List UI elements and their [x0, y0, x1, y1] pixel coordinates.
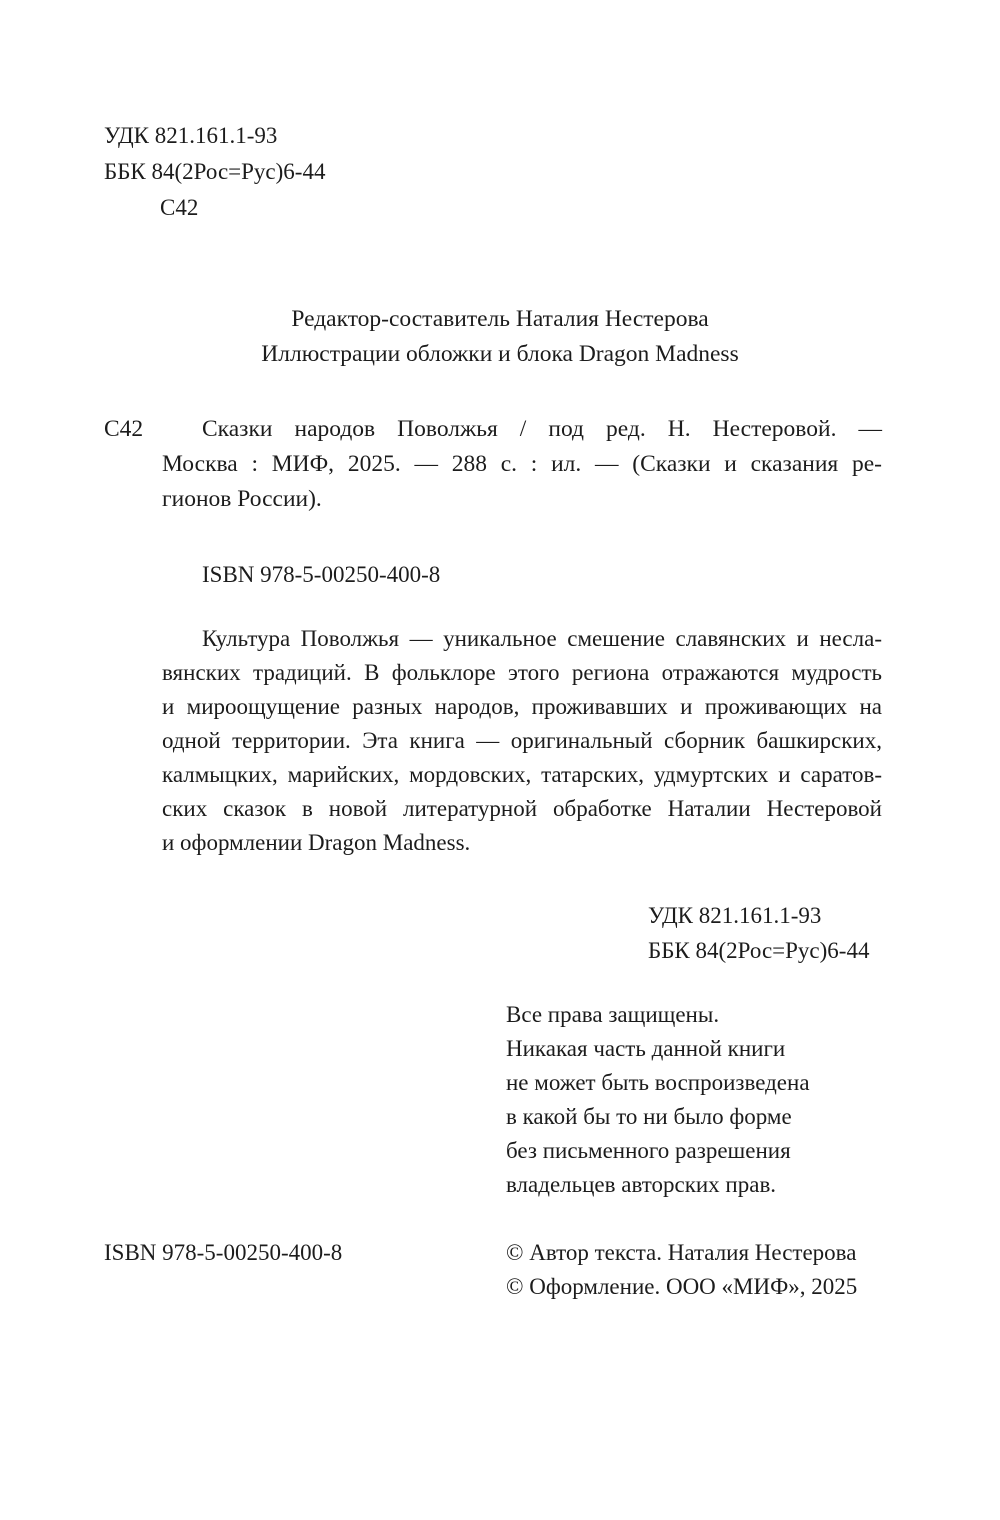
author-sign-top: С42: [160, 195, 199, 220]
rights-line-6: владельцев авторских прав.: [506, 1172, 777, 1197]
udk-code-top: УДК 821.161.1-93: [104, 123, 278, 148]
copyright-notices: [506, 1236, 857, 1304]
credits: [0, 302, 1000, 372]
annotation-line-6: ских сказок в новой литературной обработке Наталии Нестеровой: [162, 796, 882, 821]
rights-line-5: без письменного разрешения: [506, 1138, 791, 1163]
editor-credit: Редактор-составитель Наталия Нестерова: [291, 306, 709, 332]
rights-line-2: Никакая часть данной книги: [506, 1036, 786, 1061]
bottom-classification-codes: [648, 898, 869, 968]
annotation-line-3: и мироощущение разных народов, проживавших и проживающих на: [162, 694, 882, 719]
rights-line-4: в какой бы то ни было форме: [506, 1104, 792, 1129]
udk-code-bottom: УДК 821.161.1-93: [648, 903, 822, 928]
bibliographic-description: [162, 412, 882, 517]
annotation: [162, 622, 882, 860]
biblio-line-3: гионов России).: [162, 486, 322, 512]
rights-notice: [506, 998, 810, 1202]
copyright-design: © Оформление. ООО «МИФ», 2025: [506, 1274, 858, 1299]
annotation-line-5: калмыцких, марийских, мордовских, татарских, удмуртских и саратов-: [162, 762, 882, 787]
illustrations-credit: Иллюстрации обложки и блока Dragon Madness: [261, 341, 739, 367]
top-classification-codes: [104, 118, 325, 226]
annotation-line-4: одной территории. Эта книга — оригинальный сборник башкирских,: [162, 728, 882, 753]
annotation-line-1: Культура Поволжья — уникальное смешение славянских и несла-: [202, 626, 882, 651]
biblio-author-sign: С42: [104, 416, 144, 442]
annotation-line-2: вянских традиций. В фольклоре этого региона отражаются мудрость: [162, 660, 882, 685]
biblio-line-2: Москва : МИФ, 2025. — 288 с. : ил. — (Сказки и сказания ре-: [162, 451, 882, 477]
biblio-line-1: Сказки народов Поволжья / под ред. Н. Нестеровой. —: [202, 416, 882, 442]
bbk-code-top: ББК 84(2Рос=Рус)6-44: [104, 159, 326, 184]
isbn-main: ISBN 978-5-00250-400-8: [202, 562, 441, 587]
isbn-bottom: ISBN 978-5-00250-400-8: [104, 1240, 343, 1265]
bbk-code-bottom: ББК 84(2Рос=Рус)6-44: [648, 938, 870, 963]
copyright-text-author: © Автор текста. Наталия Нестерова: [506, 1240, 857, 1265]
rights-line-1: Все права защищены.: [506, 1002, 720, 1027]
annotation-line-7: и оформлении Dragon Madness.: [162, 830, 471, 855]
rights-line-3: не может быть воспроизведена: [506, 1070, 810, 1095]
